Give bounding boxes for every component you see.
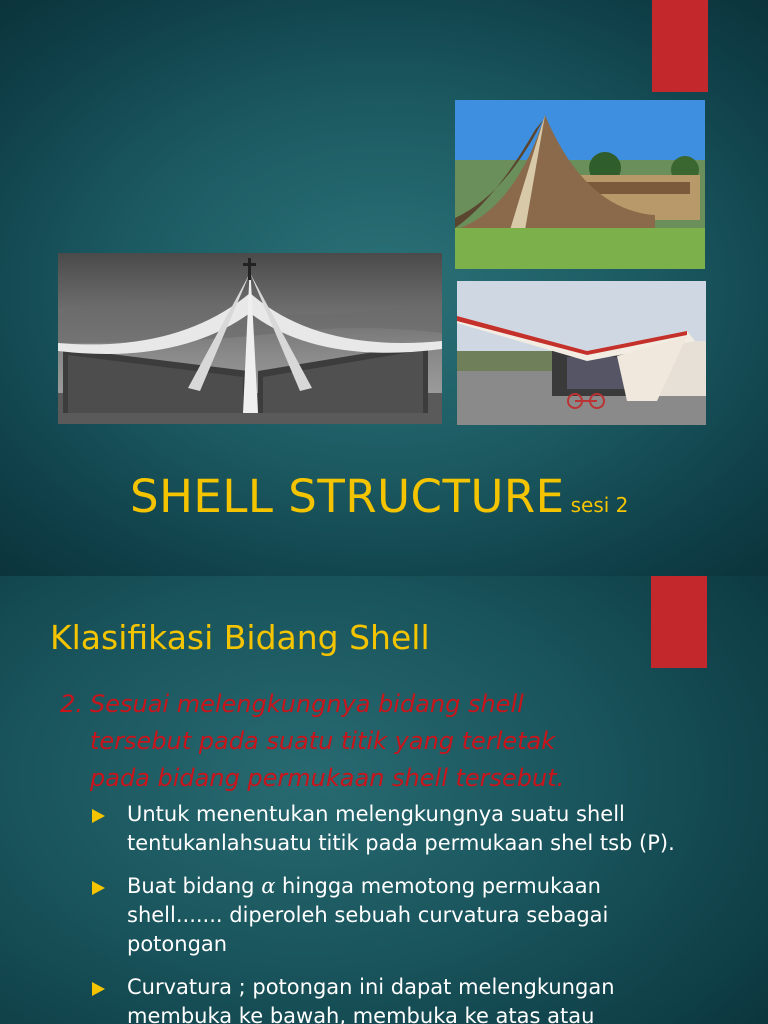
slide-title [130, 470, 628, 523]
item-line: pada bidang permukaan shell tersebut. [90, 764, 565, 792]
church-photo-bw [58, 253, 442, 424]
bullet-line: potongan [127, 932, 228, 956]
content-slide [0, 576, 768, 1024]
gas-station-photo [457, 281, 706, 425]
bullet-icon [92, 809, 105, 823]
bullet-line: tentukanlahsuatu titik pada permukaan shel tsb (P). [127, 831, 675, 855]
title-sub: sesi 2 [570, 493, 629, 517]
bullet-list [92, 800, 732, 1024]
bullet-line: Curvatura ; potongan ini dapat melengkungan [127, 975, 615, 999]
bullet-icon [92, 881, 105, 895]
item-number: 2. [60, 690, 83, 718]
church-photo-color [455, 100, 705, 269]
bullet-item [92, 872, 732, 959]
bullet-line: Untuk menentukan melengkungnya suatu shell [127, 802, 625, 826]
bullet-text: hingga memotong permukaan [275, 874, 601, 898]
numbered-item [60, 686, 680, 797]
alpha-symbol: α [261, 874, 276, 898]
bullet-item [92, 973, 732, 1024]
item-line: Sesuai melengkungnya bidang shell [90, 690, 524, 718]
item-line: tersebut pada suatu titik yang terletak [90, 727, 556, 755]
bullet-icon [92, 982, 105, 996]
accent-bar [651, 576, 707, 668]
bullet-text: Buat bidang [127, 874, 262, 898]
bullet-item [92, 800, 732, 858]
bullet-line: membuka ke bawah, membuka ke atas atau [127, 1004, 595, 1024]
slide-heading: Klasifikasi Bidang Shell [50, 618, 430, 657]
title-main: SHELL STRUCTURE [130, 470, 565, 523]
accent-bar [652, 0, 708, 92]
bullet-line: shell....... diperoleh sebuah curvatura sebagai [127, 903, 609, 927]
